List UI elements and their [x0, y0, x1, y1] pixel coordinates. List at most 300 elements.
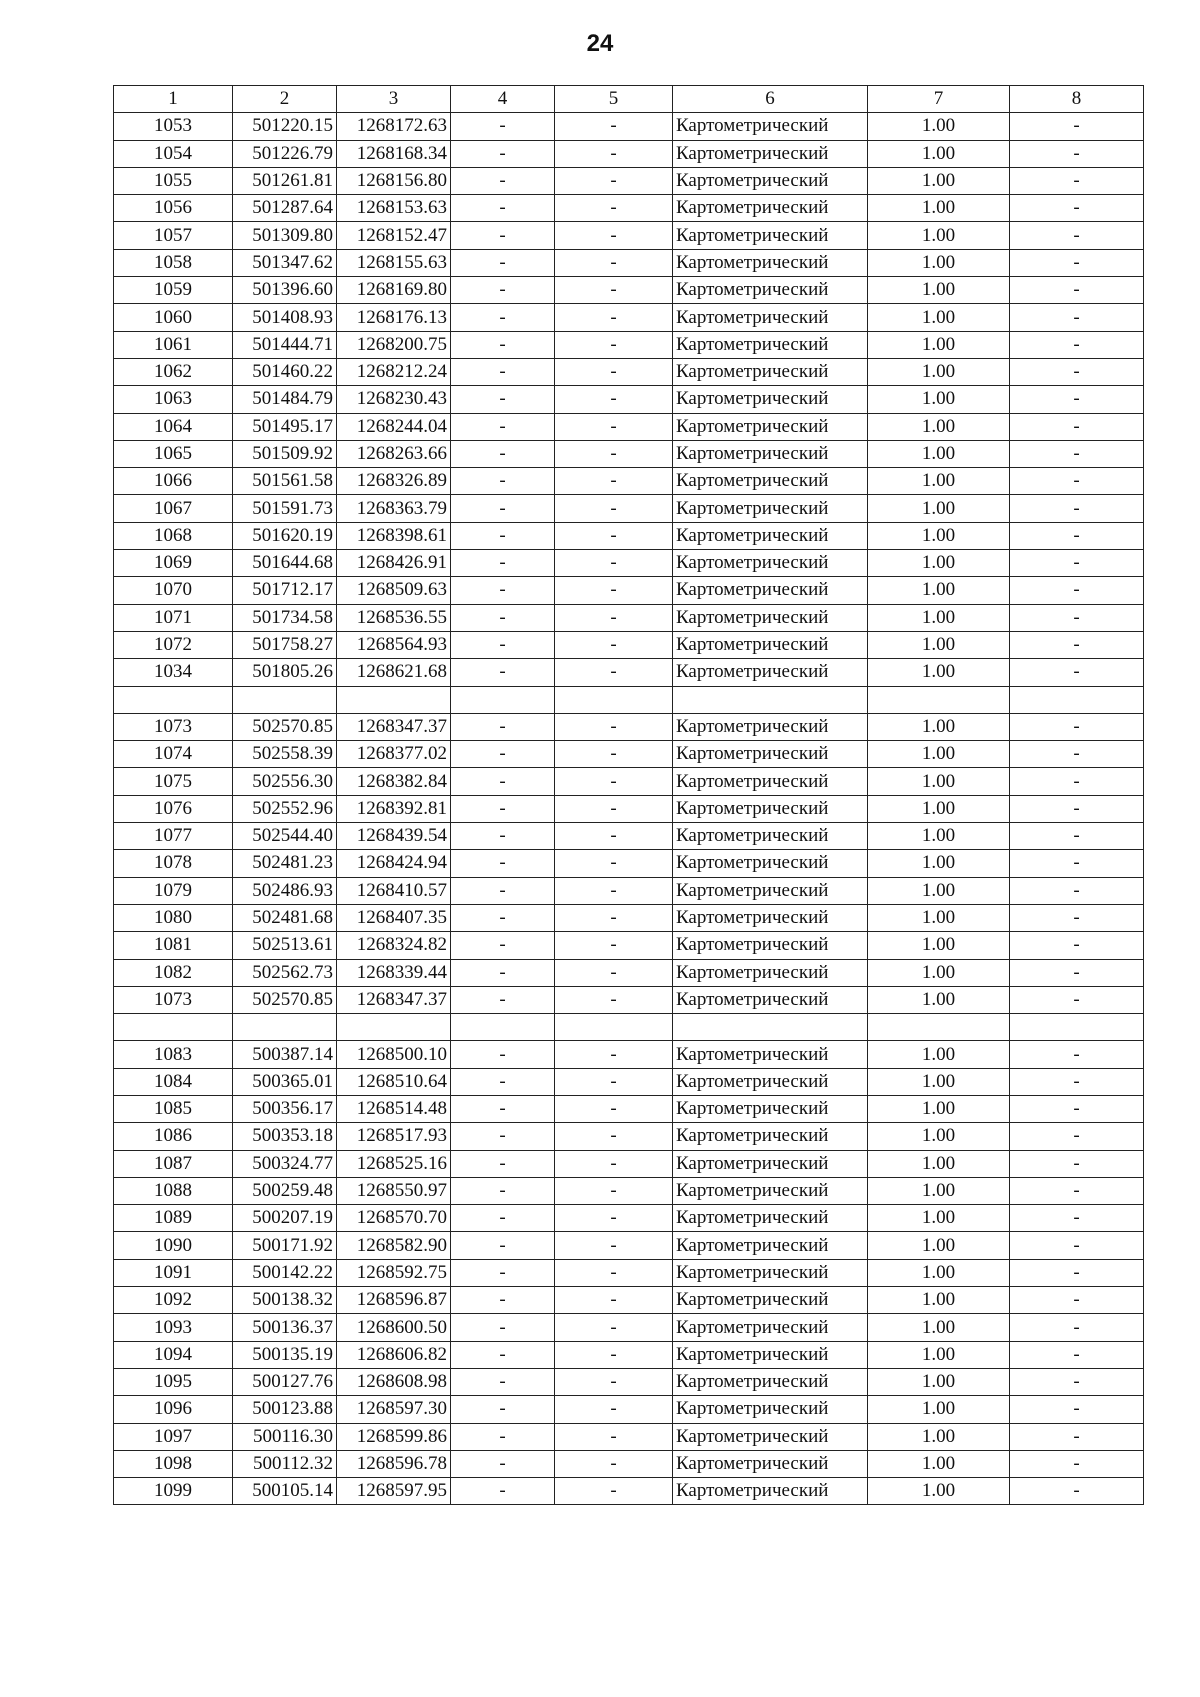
method-cell: Картометрический — [673, 1396, 868, 1423]
x-coordinate-cell: 500123.88 — [233, 1396, 337, 1423]
point-number-cell: 1093 — [114, 1314, 233, 1341]
method-cell: Картометрический — [673, 304, 868, 331]
col5-cell: - — [555, 1123, 673, 1150]
col8-cell: - — [1010, 495, 1144, 522]
col5-cell: - — [555, 495, 673, 522]
x-coordinate-cell: 500171.92 — [233, 1232, 337, 1259]
x-coordinate-cell: 501758.27 — [233, 631, 337, 658]
method-cell: Картометрический — [673, 932, 868, 959]
accuracy-cell: 1.00 — [868, 631, 1010, 658]
col4-cell — [451, 686, 555, 713]
accuracy-cell: 1.00 — [868, 795, 1010, 822]
accuracy-cell: 1.00 — [868, 904, 1010, 931]
x-coordinate-cell: 500112.32 — [233, 1450, 337, 1477]
col8-cell: - — [1010, 713, 1144, 740]
point-number-cell: 1079 — [114, 877, 233, 904]
col5-cell: - — [555, 659, 673, 686]
accuracy-cell: 1.00 — [868, 495, 1010, 522]
x-coordinate-cell: 501226.79 — [233, 140, 337, 167]
col4-cell: - — [451, 850, 555, 877]
table-row — [114, 113, 1144, 140]
col8-cell — [1010, 1014, 1144, 1041]
col8-cell: - — [1010, 550, 1144, 577]
point-number-cell: 1069 — [114, 550, 233, 577]
y-coordinate-cell: 1268509.63 — [337, 577, 451, 604]
point-number-cell: 1097 — [114, 1423, 233, 1450]
x-coordinate-cell: 501620.19 — [233, 522, 337, 549]
y-coordinate-cell: 1268212.24 — [337, 358, 451, 385]
x-coordinate-cell: 500365.01 — [233, 1068, 337, 1095]
col4-cell: - — [451, 1041, 555, 1068]
x-coordinate-cell: 502562.73 — [233, 959, 337, 986]
header-cell: 6 — [673, 86, 868, 113]
col4-cell: - — [451, 631, 555, 658]
point-number-cell: 1070 — [114, 577, 233, 604]
col5-cell: - — [555, 1041, 673, 1068]
col5-cell: - — [555, 331, 673, 358]
point-number-cell: 1080 — [114, 904, 233, 931]
accuracy-cell: 1.00 — [868, 140, 1010, 167]
x-coordinate-cell: 500135.19 — [233, 1341, 337, 1368]
method-cell: Картометрический — [673, 249, 868, 276]
accuracy-cell: 1.00 — [868, 1423, 1010, 1450]
col8-cell: - — [1010, 1341, 1144, 1368]
col4-cell: - — [451, 1068, 555, 1095]
x-coordinate-cell: 502558.39 — [233, 741, 337, 768]
method-cell: Картометрический — [673, 1314, 868, 1341]
col8-cell: - — [1010, 904, 1144, 931]
y-coordinate-cell: 1268153.63 — [337, 195, 451, 222]
col5-cell: - — [555, 877, 673, 904]
table-row — [114, 1450, 1144, 1477]
table-row — [114, 959, 1144, 986]
method-cell: Картометрический — [673, 358, 868, 385]
point-number-cell: 1099 — [114, 1478, 233, 1505]
col4-cell: - — [451, 795, 555, 822]
method-cell: Картометрический — [673, 1123, 868, 1150]
col5-cell: - — [555, 1232, 673, 1259]
col5-cell: - — [555, 1095, 673, 1122]
y-coordinate-cell: 1268424.94 — [337, 850, 451, 877]
col8-cell: - — [1010, 1423, 1144, 1450]
y-coordinate-cell: 1268152.47 — [337, 222, 451, 249]
col5-cell — [555, 1014, 673, 1041]
x-coordinate-cell: 501805.26 — [233, 659, 337, 686]
accuracy-cell: 1.00 — [868, 468, 1010, 495]
table-row — [114, 1259, 1144, 1286]
table-row — [114, 904, 1144, 931]
col5-cell: - — [555, 550, 673, 577]
col4-cell: - — [451, 1259, 555, 1286]
col8-cell: - — [1010, 304, 1144, 331]
y-coordinate-cell: 1268500.10 — [337, 1041, 451, 1068]
col5-cell: - — [555, 904, 673, 931]
point-number-cell: 1075 — [114, 768, 233, 795]
x-coordinate-cell — [233, 1014, 337, 1041]
method-cell: Картометрический — [673, 577, 868, 604]
col5-cell: - — [555, 1396, 673, 1423]
method-cell — [673, 1014, 868, 1041]
point-number-cell: 1067 — [114, 495, 233, 522]
method-cell: Картометрический — [673, 550, 868, 577]
col4-cell: - — [451, 249, 555, 276]
col5-cell: - — [555, 1205, 673, 1232]
method-cell: Картометрический — [673, 1259, 868, 1286]
y-coordinate-cell: 1268324.82 — [337, 932, 451, 959]
col5-cell: - — [555, 1314, 673, 1341]
point-number-cell: 1073 — [114, 986, 233, 1013]
col8-cell: - — [1010, 1478, 1144, 1505]
col4-cell: - — [451, 959, 555, 986]
x-coordinate-cell: 502481.23 — [233, 850, 337, 877]
col4-cell: - — [451, 468, 555, 495]
accuracy-cell: 1.00 — [868, 1396, 1010, 1423]
col4-cell: - — [451, 140, 555, 167]
table-row — [114, 1150, 1144, 1177]
accuracy-cell: 1.00 — [868, 1095, 1010, 1122]
col5-cell: - — [555, 1177, 673, 1204]
accuracy-cell: 1.00 — [868, 167, 1010, 194]
accuracy-cell: 1.00 — [868, 413, 1010, 440]
point-number-cell: 1083 — [114, 1041, 233, 1068]
point-number-cell: 1085 — [114, 1095, 233, 1122]
method-cell: Картометрический — [673, 741, 868, 768]
point-number-cell: 1088 — [114, 1177, 233, 1204]
y-coordinate-cell: 1268339.44 — [337, 959, 451, 986]
accuracy-cell: 1.00 — [868, 1041, 1010, 1068]
x-coordinate-cell: 500387.14 — [233, 1041, 337, 1068]
accuracy-cell: 1.00 — [868, 222, 1010, 249]
col4-cell: - — [451, 1287, 555, 1314]
point-number-cell: 1094 — [114, 1341, 233, 1368]
method-cell: Картометрический — [673, 468, 868, 495]
table-row — [114, 1368, 1144, 1395]
col4-cell: - — [451, 1095, 555, 1122]
y-coordinate-cell: 1268597.30 — [337, 1396, 451, 1423]
col5-cell: - — [555, 795, 673, 822]
col5-cell: - — [555, 823, 673, 850]
col4-cell: - — [451, 113, 555, 140]
method-cell: Картометрический — [673, 195, 868, 222]
col4-cell: - — [451, 358, 555, 385]
accuracy-cell: 1.00 — [868, 249, 1010, 276]
method-cell: Картометрический — [673, 440, 868, 467]
table-row — [114, 1068, 1144, 1095]
x-coordinate-cell: 500116.30 — [233, 1423, 337, 1450]
point-number-cell: 1084 — [114, 1068, 233, 1095]
point-number-cell: 1095 — [114, 1368, 233, 1395]
y-coordinate-cell: 1268155.63 — [337, 249, 451, 276]
col8-cell: - — [1010, 659, 1144, 686]
accuracy-cell: 1.00 — [868, 768, 1010, 795]
method-cell: Картометрический — [673, 904, 868, 931]
col8-cell: - — [1010, 468, 1144, 495]
accuracy-cell: 1.00 — [868, 1341, 1010, 1368]
y-coordinate-cell: 1268608.98 — [337, 1368, 451, 1395]
y-coordinate-cell: 1268514.48 — [337, 1095, 451, 1122]
col8-cell: - — [1010, 877, 1144, 904]
col8-cell: - — [1010, 249, 1144, 276]
point-number-cell: 1065 — [114, 440, 233, 467]
method-cell: Картометрический — [673, 1205, 868, 1232]
col8-cell: - — [1010, 631, 1144, 658]
point-number-cell: 1034 — [114, 659, 233, 686]
col8-cell: - — [1010, 386, 1144, 413]
x-coordinate-cell: 502481.68 — [233, 904, 337, 931]
accuracy-cell: 1.00 — [868, 1368, 1010, 1395]
y-coordinate-cell: 1268347.37 — [337, 986, 451, 1013]
y-coordinate-cell: 1268592.75 — [337, 1259, 451, 1286]
col5-cell: - — [555, 741, 673, 768]
accuracy-cell: 1.00 — [868, 304, 1010, 331]
accuracy-cell — [868, 1014, 1010, 1041]
col8-cell: - — [1010, 795, 1144, 822]
point-number-cell: 1064 — [114, 413, 233, 440]
x-coordinate-cell: 502570.85 — [233, 986, 337, 1013]
col4-cell: - — [451, 1205, 555, 1232]
method-cell: Картометрический — [673, 877, 868, 904]
col5-cell: - — [555, 522, 673, 549]
accuracy-cell: 1.00 — [868, 1123, 1010, 1150]
x-coordinate-cell: 501509.92 — [233, 440, 337, 467]
col4-cell: - — [451, 195, 555, 222]
point-number-cell: 1068 — [114, 522, 233, 549]
col8-cell: - — [1010, 1232, 1144, 1259]
point-number-cell: 1059 — [114, 277, 233, 304]
x-coordinate-cell: 502570.85 — [233, 713, 337, 740]
x-coordinate-cell: 500127.76 — [233, 1368, 337, 1395]
col4-cell: - — [451, 577, 555, 604]
col4-cell: - — [451, 1150, 555, 1177]
table-row — [114, 986, 1144, 1013]
accuracy-cell: 1.00 — [868, 113, 1010, 140]
col4-cell: - — [451, 741, 555, 768]
col8-cell: - — [1010, 522, 1144, 549]
x-coordinate-cell: 501712.17 — [233, 577, 337, 604]
table-row — [114, 222, 1144, 249]
point-number-cell: 1063 — [114, 386, 233, 413]
accuracy-cell: 1.00 — [868, 823, 1010, 850]
col4-cell: - — [451, 331, 555, 358]
col4-cell: - — [451, 386, 555, 413]
table-separator-row — [114, 686, 1144, 713]
col4-cell: - — [451, 986, 555, 1013]
table-row — [114, 631, 1144, 658]
accuracy-cell: 1.00 — [868, 932, 1010, 959]
accuracy-cell: 1.00 — [868, 1177, 1010, 1204]
col8-cell: - — [1010, 986, 1144, 1013]
coordinates-table — [113, 85, 1144, 1505]
col8-cell: - — [1010, 195, 1144, 222]
y-coordinate-cell: 1268244.04 — [337, 413, 451, 440]
table-row — [114, 440, 1144, 467]
col8-cell: - — [1010, 331, 1144, 358]
y-coordinate-cell: 1268398.61 — [337, 522, 451, 549]
col5-cell: - — [555, 277, 673, 304]
table-separator-row — [114, 1014, 1144, 1041]
method-cell: Картометрический — [673, 113, 868, 140]
table-row — [114, 1123, 1144, 1150]
point-number-cell: 1090 — [114, 1232, 233, 1259]
table-row — [114, 1341, 1144, 1368]
point-number-cell: 1092 — [114, 1287, 233, 1314]
method-cell: Картометрический — [673, 1041, 868, 1068]
accuracy-cell: 1.00 — [868, 741, 1010, 768]
x-coordinate-cell: 502486.93 — [233, 877, 337, 904]
col5-cell: - — [555, 850, 673, 877]
accuracy-cell: 1.00 — [868, 440, 1010, 467]
col4-cell: - — [451, 1341, 555, 1368]
x-coordinate-cell: 502544.40 — [233, 823, 337, 850]
col5-cell: - — [555, 1341, 673, 1368]
table-row — [114, 1287, 1144, 1314]
y-coordinate-cell: 1268596.87 — [337, 1287, 451, 1314]
x-coordinate-cell: 501408.93 — [233, 304, 337, 331]
col4-cell: - — [451, 550, 555, 577]
col8-cell: - — [1010, 140, 1144, 167]
table-row — [114, 1314, 1144, 1341]
y-coordinate-cell: 1268621.68 — [337, 659, 451, 686]
table-row — [114, 604, 1144, 631]
accuracy-cell: 1.00 — [868, 1232, 1010, 1259]
method-cell: Картометрический — [673, 1368, 868, 1395]
x-coordinate-cell: 501220.15 — [233, 113, 337, 140]
col8-cell: - — [1010, 113, 1144, 140]
x-coordinate-cell: 502556.30 — [233, 768, 337, 795]
col8-cell: - — [1010, 1123, 1144, 1150]
y-coordinate-cell: 1268510.64 — [337, 1068, 451, 1095]
method-cell: Картометрический — [673, 986, 868, 1013]
y-coordinate-cell: 1268570.70 — [337, 1205, 451, 1232]
y-coordinate-cell: 1268606.82 — [337, 1341, 451, 1368]
x-coordinate-cell: 501460.22 — [233, 358, 337, 385]
x-coordinate-cell: 502513.61 — [233, 932, 337, 959]
col5-cell: - — [555, 986, 673, 1013]
y-coordinate-cell — [337, 1014, 451, 1041]
table-row — [114, 1478, 1144, 1505]
table-row — [114, 1232, 1144, 1259]
col4-cell: - — [451, 440, 555, 467]
header-cell: 1 — [114, 86, 233, 113]
col4-cell — [451, 1014, 555, 1041]
y-coordinate-cell: 1268407.35 — [337, 904, 451, 931]
accuracy-cell: 1.00 — [868, 713, 1010, 740]
col8-cell: - — [1010, 604, 1144, 631]
accuracy-cell: 1.00 — [868, 331, 1010, 358]
point-number-cell: 1062 — [114, 358, 233, 385]
header-cell: 7 — [868, 86, 1010, 113]
col4-cell: - — [451, 1177, 555, 1204]
col4-cell: - — [451, 932, 555, 959]
col4-cell: - — [451, 304, 555, 331]
table-row — [114, 1396, 1144, 1423]
point-number-cell: 1061 — [114, 331, 233, 358]
method-cell: Картометрический — [673, 1341, 868, 1368]
y-coordinate-cell: 1268596.78 — [337, 1450, 451, 1477]
accuracy-cell: 1.00 — [868, 1314, 1010, 1341]
col8-cell: - — [1010, 741, 1144, 768]
y-coordinate-cell: 1268439.54 — [337, 823, 451, 850]
col5-cell: - — [555, 413, 673, 440]
method-cell: Картометрический — [673, 522, 868, 549]
accuracy-cell: 1.00 — [868, 577, 1010, 604]
col8-cell: - — [1010, 1068, 1144, 1095]
accuracy-cell: 1.00 — [868, 659, 1010, 686]
col5-cell: - — [555, 1287, 673, 1314]
method-cell: Картометрический — [673, 768, 868, 795]
point-number-cell: 1089 — [114, 1205, 233, 1232]
method-cell: Картометрический — [673, 1095, 868, 1122]
point-number-cell: 1076 — [114, 795, 233, 822]
col8-cell: - — [1010, 222, 1144, 249]
col4-cell: - — [451, 1478, 555, 1505]
header-cell: 4 — [451, 86, 555, 113]
col8-cell: - — [1010, 1368, 1144, 1395]
header-cell: 8 — [1010, 86, 1144, 113]
col5-cell: - — [555, 1150, 673, 1177]
accuracy-cell: 1.00 — [868, 1205, 1010, 1232]
table-row — [114, 768, 1144, 795]
col5-cell — [555, 686, 673, 713]
method-cell: Картометрический — [673, 140, 868, 167]
method-cell — [673, 686, 868, 713]
method-cell: Картометрический — [673, 1150, 868, 1177]
col5-cell: - — [555, 249, 673, 276]
col5-cell: - — [555, 1259, 673, 1286]
method-cell: Картометрический — [673, 413, 868, 440]
accuracy-cell — [868, 686, 1010, 713]
accuracy-cell: 1.00 — [868, 986, 1010, 1013]
method-cell: Картометрический — [673, 659, 868, 686]
col4-cell: - — [451, 1396, 555, 1423]
table-row — [114, 413, 1144, 440]
table-row — [114, 932, 1144, 959]
method-cell: Картометрический — [673, 331, 868, 358]
method-cell: Картометрический — [673, 713, 868, 740]
header-cell: 2 — [233, 86, 337, 113]
table-row — [114, 741, 1144, 768]
table-row — [114, 550, 1144, 577]
point-number-cell: 1096 — [114, 1396, 233, 1423]
table-row — [114, 167, 1144, 194]
col4-cell: - — [451, 713, 555, 740]
col5-cell: - — [555, 768, 673, 795]
col8-cell: - — [1010, 932, 1144, 959]
x-coordinate-cell: 500138.32 — [233, 1287, 337, 1314]
x-coordinate-cell: 500105.14 — [233, 1478, 337, 1505]
col4-cell: - — [451, 904, 555, 931]
col5-cell: - — [555, 167, 673, 194]
method-cell: Картометрический — [673, 222, 868, 249]
point-number-cell: 1053 — [114, 113, 233, 140]
col8-cell: - — [1010, 1041, 1144, 1068]
col4-cell: - — [451, 495, 555, 522]
method-cell: Картометрический — [673, 167, 868, 194]
col8-cell: - — [1010, 959, 1144, 986]
table-row — [114, 468, 1144, 495]
y-coordinate-cell: 1268230.43 — [337, 386, 451, 413]
point-number-cell: 1086 — [114, 1123, 233, 1150]
accuracy-cell: 1.00 — [868, 195, 1010, 222]
col8-cell: - — [1010, 358, 1144, 385]
method-cell: Картометрический — [673, 386, 868, 413]
x-coordinate-cell: 500353.18 — [233, 1123, 337, 1150]
accuracy-cell: 1.00 — [868, 1478, 1010, 1505]
y-coordinate-cell — [337, 686, 451, 713]
col8-cell: - — [1010, 167, 1144, 194]
col5-cell: - — [555, 386, 673, 413]
method-cell: Картометрический — [673, 795, 868, 822]
